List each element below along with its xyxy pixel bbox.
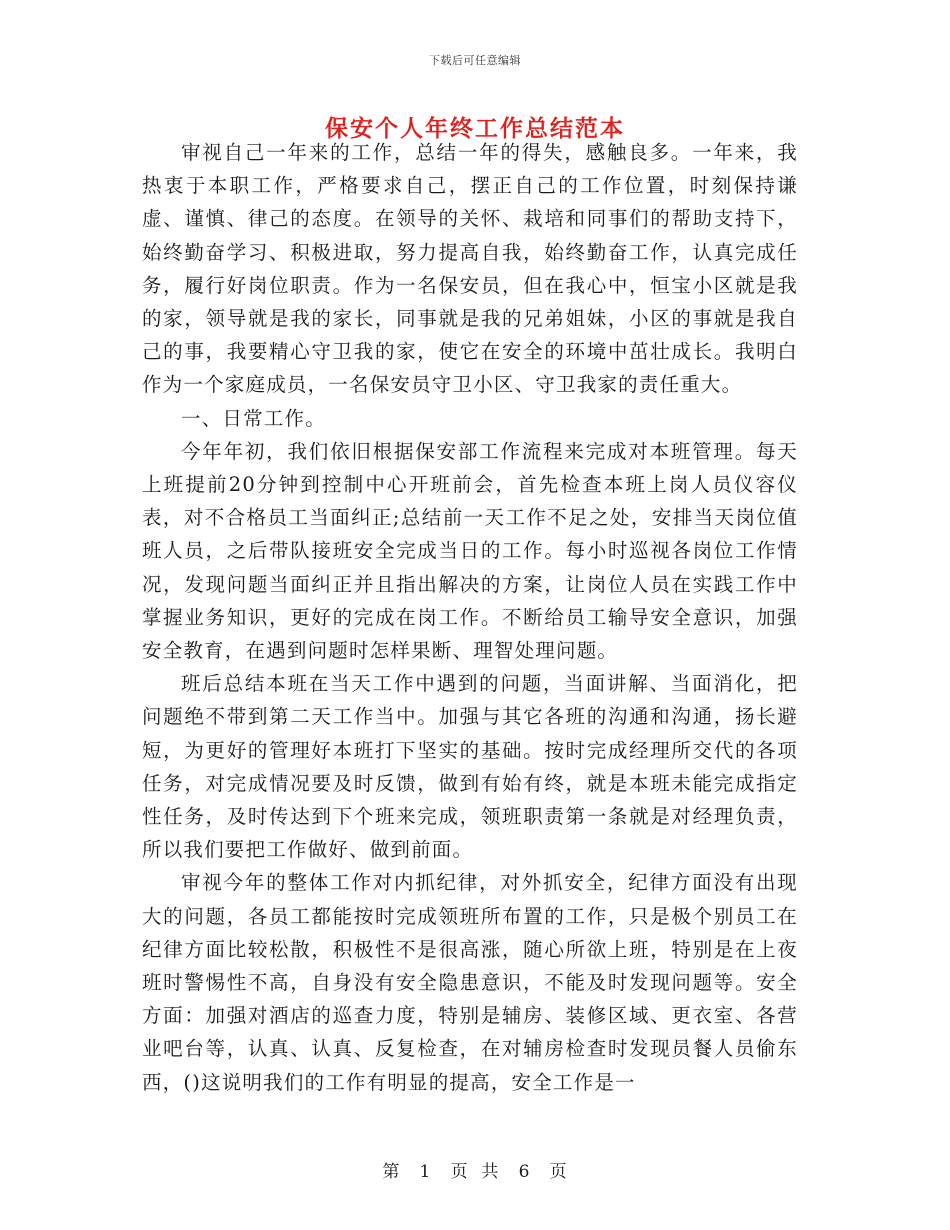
- page-middle: 页 共: [450, 1162, 500, 1182]
- paragraph-intro: 审视自己一年来的工作，总结一年的得失，感触良多。一年来，我热衷于本职工作，严格要求自己，摆正自己的工作位置，时刻保持谦虚、谨慎、律己的态度。在领导的关怀、栽培和同事们的帮助支持下，始终勤奋学习、积极进取，努力提高自我，始终勤奋工作，认真完成任务，履行好岗位职责。作为一名保安员，但在我心中，恒宝小区就是我的家，领导就是我的家长，同事就是我的兄弟姐妹，小区的事就是我自己的事，我要精心守卫我的家，使它在安全的环境中茁壮成长。我明白作为一个家庭成员，一名保安员守卫小区、守卫我家的责任重大。: [142, 141, 798, 397]
- page-prefix: 第: [382, 1162, 401, 1182]
- page-current: 1: [419, 1162, 432, 1182]
- page-suffix: 页: [549, 1162, 568, 1182]
- page-total: 6: [518, 1162, 531, 1182]
- document-body: [142, 136, 798, 1099]
- paragraph-after-shift: 班后总结本班在当天工作中遇到的问题，当面讲解、当面消化，把问题绝不带到第二天工作当中。加强与其它各班的沟通和沟通，扬长避短，为更好的管理好本班打下坚实的基础。按时完成经理所交代的各项任务，对完成情况要及时反馈，做到有始有终，就是本班未能完成指定性任务，及时传达到下个班来完成，领班职责第一条就是对经理负责，所以我们要把工作做好、做到前面。: [142, 672, 798, 862]
- header-note: 下载后可任意编辑: [429, 54, 521, 67]
- paragraph-daily-routine: 今年年初，我们依旧根据保安部工作流程来完成对本班管理。每天上班提前20分钟到控制中心开班前会，首先检查本班上岗人员仪容仪表，对不合格员工当面纠正;总结前一天工作不足之处，安排当天岗位值班人员，之后带队接班安全完成当日的工作。每小时巡视各岗位工作情况，发现问题当面纠正并且指出解决的方案，让岗位人员在实践工作中掌握业务知识，更好的完成在岗工作。不断给员工输导安全意识，加强安全教育，在遇到问题时怎样果断、理智处理问题。: [142, 439, 798, 663]
- page-footer: [0, 1157, 950, 1182]
- section-heading-daily-work: 一、日常工作。: [181, 406, 326, 430]
- document-title: 保安个人年终工作总结范本: [325, 115, 625, 142]
- paragraph-review: 审视今年的整体工作对内抓纪律，对外抓安全，纪律方面没有出现大的问题，各员工都能按时完成领班所布置的工作，只是极个别员工在纪律方面比较松散，积极性不是很高涨，随心所欲上班，特别是在上夜班时警惕性不高，自身没有安全隐患意识，不能及时发现问题等。安全方面：加强对酒店的巡查力度，特别是辅房、装修区域、更衣室、各营业吧台等，认真、认真、反复检查，在对辅房检查时发现员餐人员偷东西，()这说明我们的工作有明显的提高，安全工作是一: [142, 871, 798, 1094]
